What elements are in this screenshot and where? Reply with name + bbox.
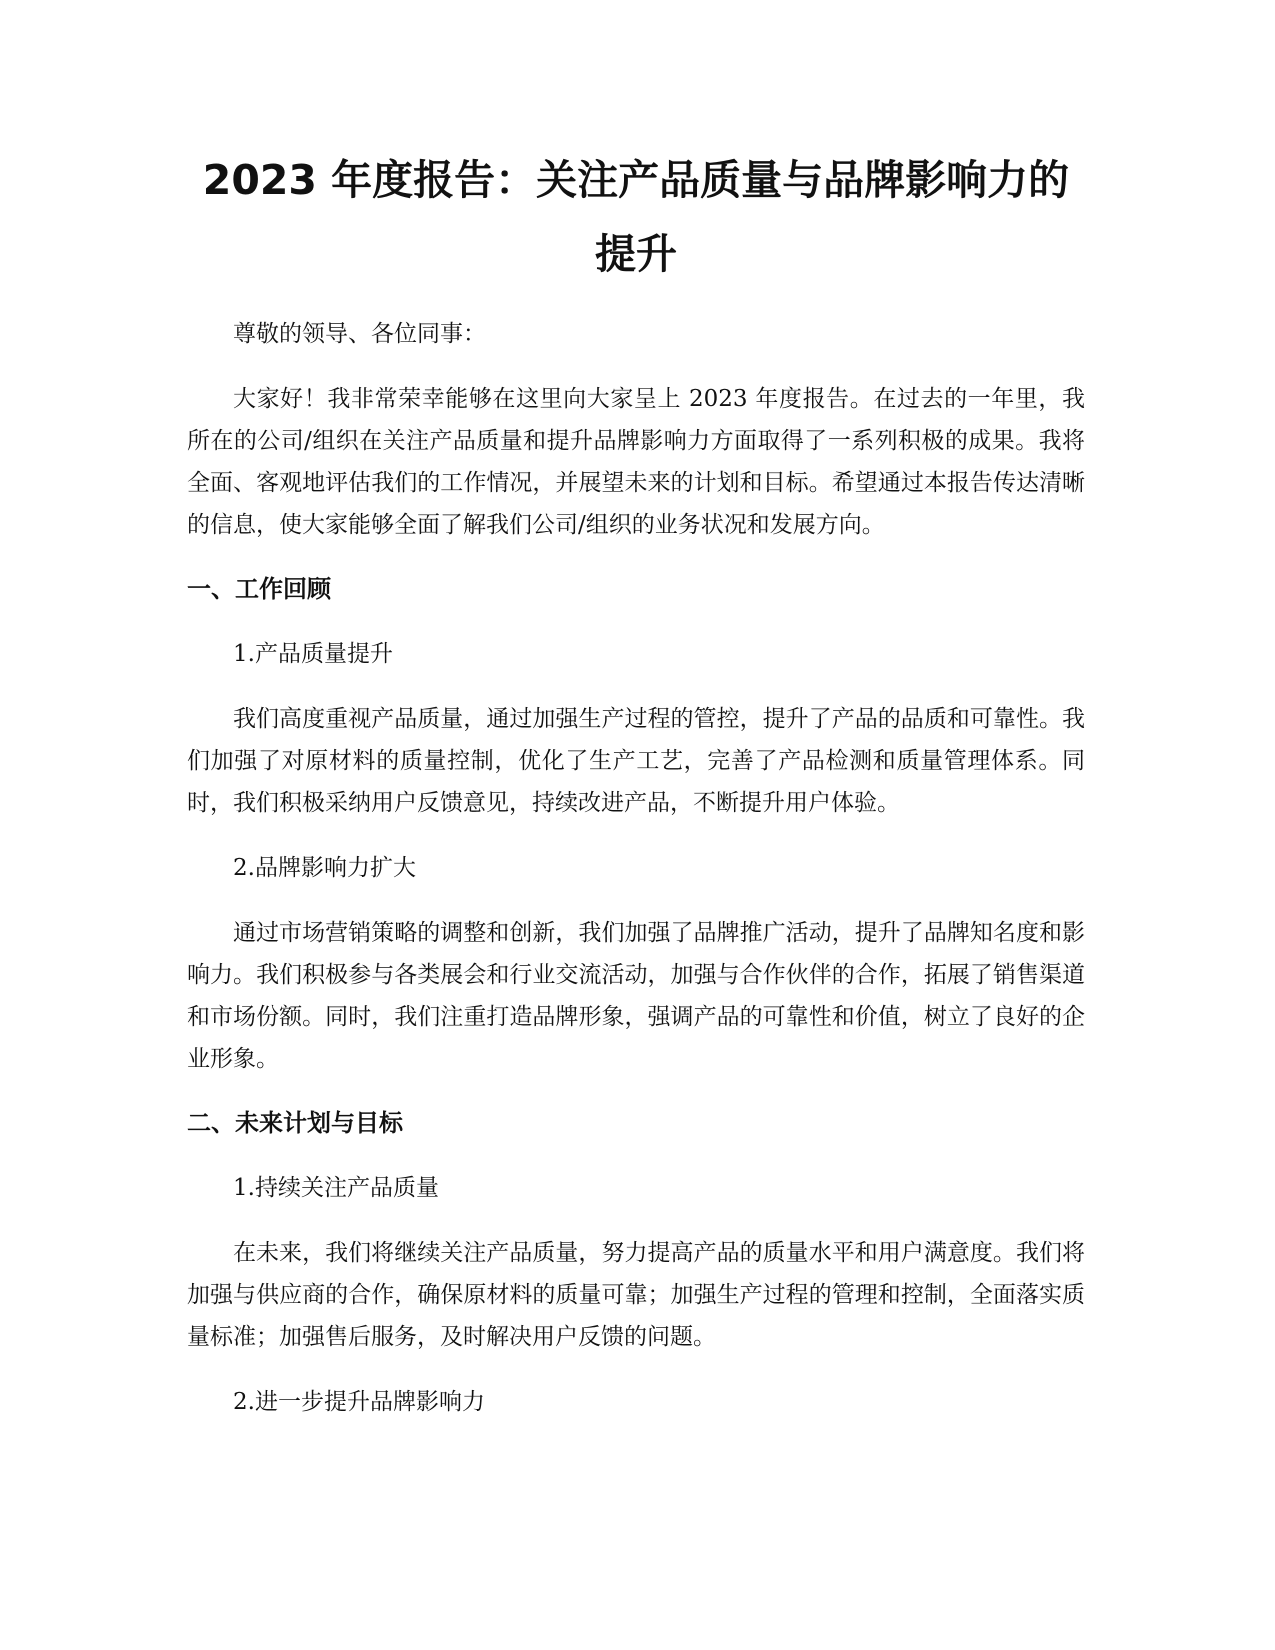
- paragraph-brand: 通过市场营销策略的调整和创新，我们加强了品牌推广活动，提升了品牌知名度和影响力。我们积极参与各类展会和行业交流活动，加强与合作伙伴的合作，拓展了销售渠道和市场份额。同时，我们注重打造品牌形象，强调产品的可靠性和价值，树立了良好的企业形象。: [187, 920, 1085, 1072]
- greeting: 尊敬的领导、各位同事：: [233, 321, 486, 347]
- subheading-future-brand: 2.进一步提升品牌影响力: [233, 1389, 485, 1415]
- paragraph-future-quality: 在未来，我们将继续关注产品质量，努力提高产品的质量水平和用户满意度。我们将加强与供应商的合作，确保原材料的质量可靠；加强生产过程的管理和控制，全面落实质量标准；加强售后服务，及时解决用户反馈的问题。: [187, 1240, 1085, 1350]
- section-heading-review: 一、工作回顾: [187, 575, 331, 603]
- document-title: 2023 年度报告：关注产品质量与品牌影响力的提升: [202, 156, 1070, 278]
- section-heading-plans: 二、未来计划与目标: [187, 1109, 403, 1137]
- paragraph-quality: 我们高度重视产品质量，通过加强生产过程的管控，提升了产品的品质和可靠性。我们加强了对原材料的质量控制，优化了生产工艺，完善了产品检测和质量管理体系。同时，我们积极采纳用户反馈意见，持续改进产品，不断提升用户体验。: [187, 706, 1085, 816]
- subheading-quality: 1.产品质量提升: [233, 641, 393, 667]
- subheading-future-quality: 1.持续关注产品质量: [233, 1175, 439, 1201]
- subheading-brand: 2.品牌影响力扩大: [233, 855, 416, 881]
- intro-paragraph: 大家好！我非常荣幸能够在这里向大家呈上 2023 年度报告。在过去的一年里，我所在的公司/组织在关注产品质量和提升品牌影响力方面取得了一系列积极的成果。我将全面、客观地评估我们的工作情况，并展望未来的计划和目标。希望通过本报告传达清晰的信息，使大家能够全面了解我们公司/组织的业务状况和发展方向。: [187, 386, 1085, 538]
